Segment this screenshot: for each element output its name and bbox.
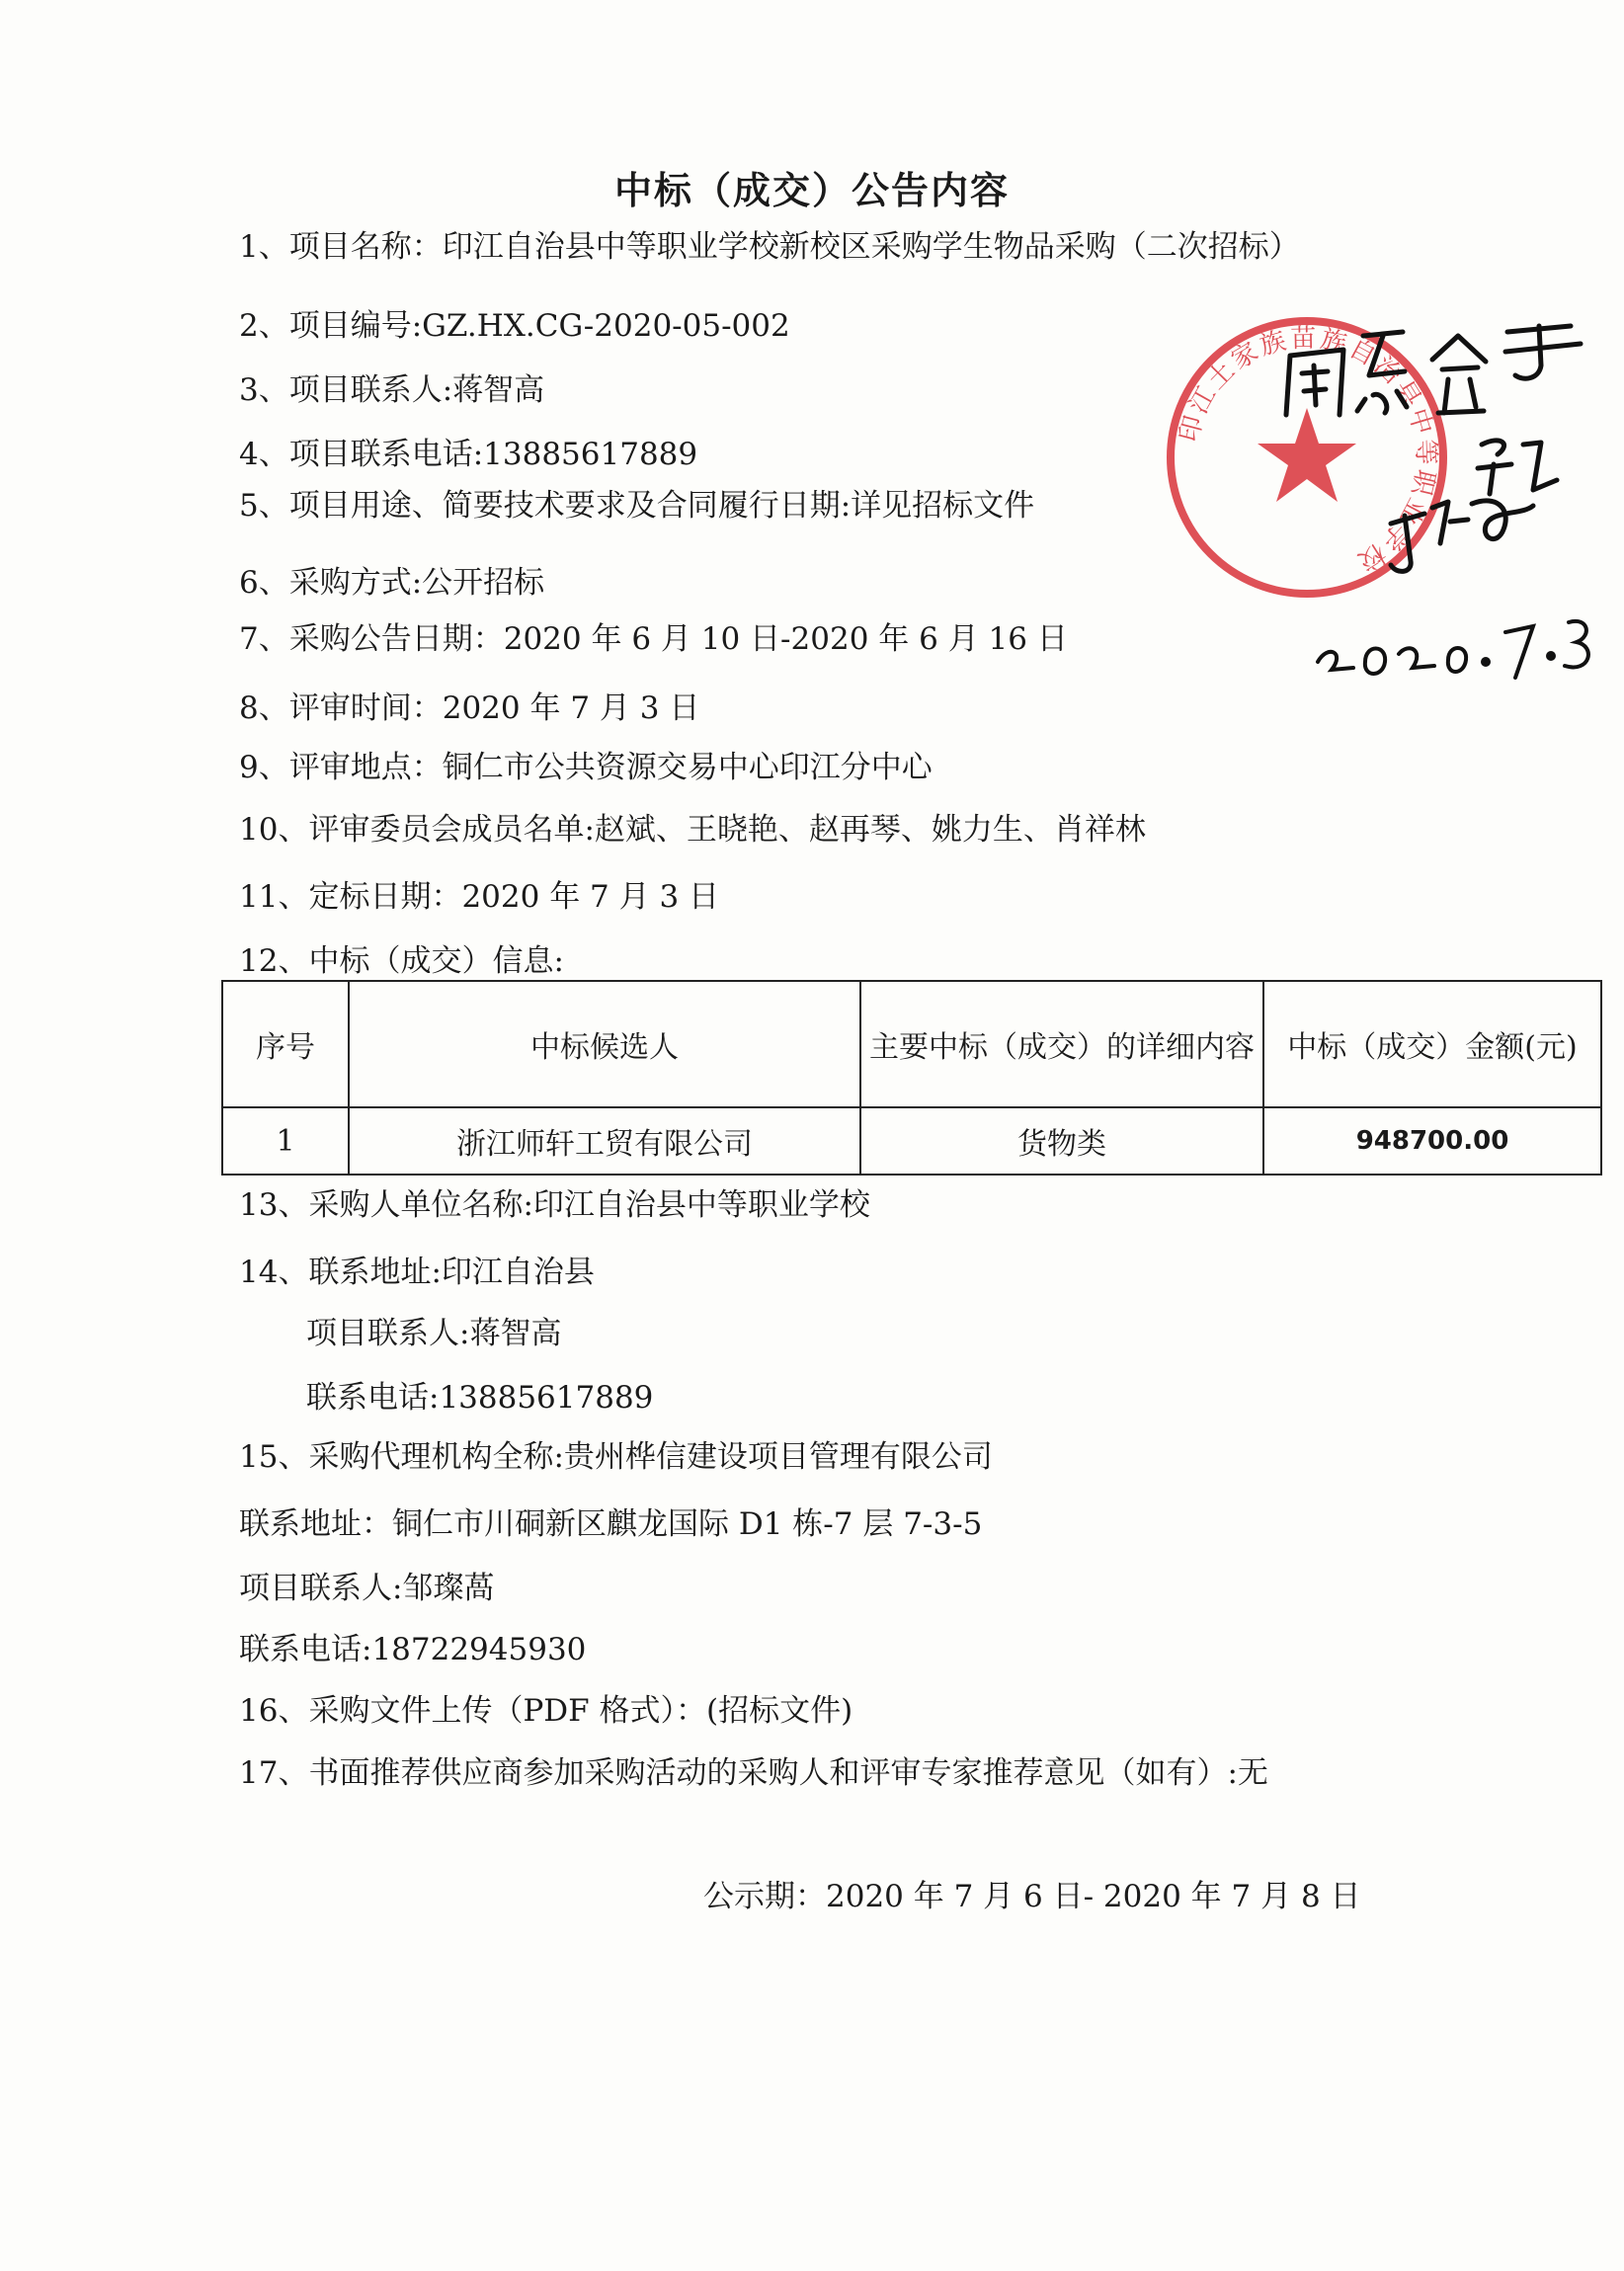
item-agency-contact: 项目联系人:邹璨萵 xyxy=(239,1571,495,1606)
handwritten-signature-icon xyxy=(1274,296,1610,691)
item-review-place: 9、评审地点：铜仁市公共资源交易中心印江分中心 xyxy=(239,750,933,785)
item-purchaser-name: 13、采购人单位名称:印江自治县中等职业学校 xyxy=(239,1187,870,1223)
item-award-date: 11、定标日期：2020 年 7 月 3 日 xyxy=(239,879,720,915)
item-agency-name: 15、采购代理机构全称:贵州桦信建设项目管理有限公司 xyxy=(239,1439,993,1475)
cell-amount: 948700.00 xyxy=(1263,1107,1601,1175)
item-award-info: 12、中标（成交）信息: xyxy=(239,943,564,979)
item-purchaser-contact: 项目联系人:蒋智高 xyxy=(306,1316,562,1351)
item-agency-address: 联系地址：铜仁市川硐新区麒龙国际 D1 栋-7 层 7-3-5 xyxy=(239,1506,983,1542)
item-agency-phone: 联系电话:18722945930 xyxy=(239,1632,587,1667)
item-review-committee: 10、评审委员会成员名单:赵斌、王晓艳、赵再琴、姚力生、肖祥林 xyxy=(239,812,1146,848)
item-recommendation: 17、书面推荐供应商参加采购活动的采购人和评审专家推荐意见（如有）:无 xyxy=(239,1755,1268,1791)
header-content: 主要中标（成交）的详细内容 xyxy=(860,981,1263,1107)
table-header-row xyxy=(222,981,1601,1107)
header-no: 序号 xyxy=(222,981,349,1107)
item-purchase-method: 6、采购方式:公开招标 xyxy=(239,565,545,601)
item-project-phone: 4、项目联系电话:13885617889 xyxy=(239,437,698,472)
cell-winner: 浙江师轩工贸有限公司 xyxy=(349,1107,860,1175)
document-title: 中标（成交）公告内容 xyxy=(613,169,1010,212)
cell-content: 货物类 xyxy=(860,1107,1263,1175)
item-purchaser-phone: 联系电话:13885617889 xyxy=(306,1380,654,1416)
seal-text: 印江土家族苗族自治县中等职业学校 xyxy=(1174,323,1441,578)
award-table xyxy=(221,980,1602,1176)
item-notice-date: 7、采购公告日期：2020 年 6 月 10 日-2020 年 6 月 16 日 xyxy=(239,621,1068,657)
item-review-time: 8、评审时间：2020 年 7 月 3 日 xyxy=(239,690,700,726)
cell-no: 1 xyxy=(222,1107,349,1175)
header-amount: 中标（成交）金额(元) xyxy=(1263,981,1601,1107)
item-project-purpose: 5、项目用途、简要技术要求及合同履行日期:详见招标文件 xyxy=(239,488,1035,524)
publicity-period: 公示期：2020 年 7 月 6 日- 2020 年 7 月 8 日 xyxy=(703,1879,1361,1914)
item-project-name: 1、项目名称：印江自治县中等职业学校新校区采购学生物品采购（二次招标） xyxy=(239,229,1300,265)
header-winner: 中标候选人 xyxy=(349,981,860,1107)
table-row xyxy=(222,1107,1601,1175)
item-project-code: 2、项目编号:GZ.HX.CG-2020-05-002 xyxy=(239,308,790,344)
item-upload: 16、采购文件上传（PDF 格式）：(招标文件) xyxy=(239,1693,853,1729)
item-project-contact: 3、项目联系人:蒋智高 xyxy=(239,372,545,408)
item-purchaser-address: 14、联系地址:印江自治县 xyxy=(239,1255,595,1290)
